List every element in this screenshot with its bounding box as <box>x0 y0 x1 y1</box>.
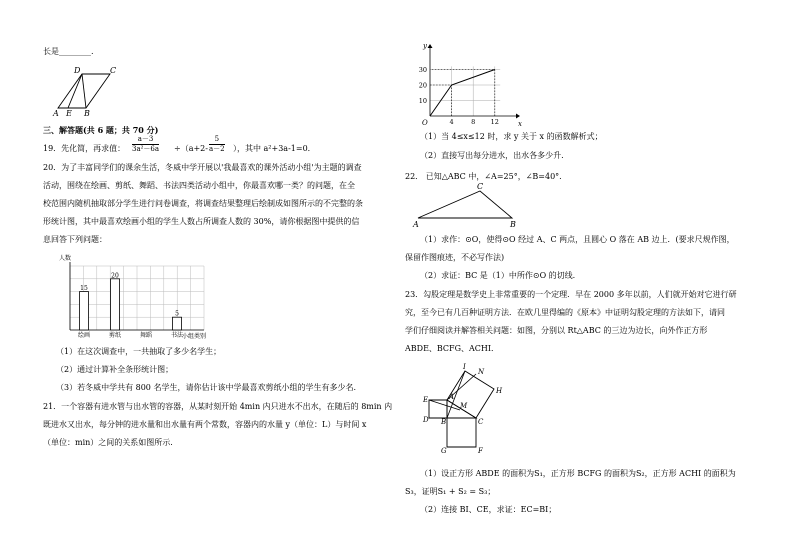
label-m: M <box>460 402 468 410</box>
q22-sub-1b: 保留作图痕迹，不必写作法) <box>405 253 505 262</box>
x-tick-label: 绘画 <box>77 332 91 339</box>
q22-sub-1a: （1）求作：⊙O，使得⊙O 经过 A、C 两点，且圆心 O 落在 AB 边上．(要求尺规作图， <box>420 235 735 244</box>
y-tick-label: 20 <box>418 81 427 90</box>
y-tick-label: 10 <box>418 97 427 105</box>
square-bcfg <box>447 418 476 447</box>
chart-x-label: 小组类别 <box>182 333 207 340</box>
q21-line-2: 既进水又出水，每分钟的进水量和出水量有两个常数，容器内的水量 y（单位：L）与时间 x <box>43 420 367 429</box>
intro-tail: 长是________. <box>43 47 94 56</box>
q22-lead: 22． 已知△ABC 中，∠A=25°，∠B=40°. <box>405 172 562 181</box>
q20-line-5: 息回答下列问题： <box>43 235 107 244</box>
x-tick-label: 4 <box>449 118 454 126</box>
x-tick-label: 12 <box>490 118 499 126</box>
bar-data-label: 15 <box>80 285 88 293</box>
q23-sub-1a: （1）设正方形 ABDE 的面积为S₁，正方形 BCFG 的面积为S₂，正方形 ACHI 的面积为 <box>420 469 736 478</box>
q21-sub-2: （2）直接写出每分进水，出水各多少升. <box>420 151 564 160</box>
label-b: B <box>510 220 516 229</box>
x-tick-label: 8 <box>471 118 476 126</box>
q19-f1-num: a－3 <box>132 136 159 145</box>
q20-line-4: 形统计图，其中最喜欢绘画小组的学生人数占所调查人数的 30%，请你根据图中提供的信 <box>43 217 360 226</box>
q21-sub-1: （1）当 4≤x≤12 时，求 y 关于 x 的函数解析式； <box>420 132 603 141</box>
graph-x-label: x <box>518 120 522 128</box>
label-c: C <box>478 418 484 426</box>
label-b: B <box>84 109 90 118</box>
triangle-abc <box>418 191 512 218</box>
bar-4 <box>173 317 182 330</box>
q21-line-3: （单位：min）之间的关系如图所示. <box>43 438 173 447</box>
q20-line-2: 活动，围绕在绘画、剪纸、舞蹈、书法四类活动小组中，你最喜欢哪一类？的问题，在全 <box>43 181 355 190</box>
q19-f2-num: 5 <box>209 136 225 145</box>
bar-1 <box>80 292 89 330</box>
label-d: D <box>423 416 429 424</box>
q20-line-3: 校范围内随机抽取部分学生进行问卷调查，将调查结果整理后绘制成如图所示的不完整的条 <box>43 199 363 208</box>
label-b: B <box>441 418 447 426</box>
q20-sub-3: （3）若冬威中学共有 800 名学生，请你估计该中学最喜欢剪纸小组的学生有多少名. <box>56 383 356 392</box>
q23-line-4: ABDE、BCFG、ACHI． <box>405 344 500 353</box>
label-a: A <box>53 109 59 118</box>
q19-fraction-2 <box>209 136 225 153</box>
x-tick-label: 书法 <box>170 332 184 339</box>
q19-f2-den: a－2 <box>209 145 225 153</box>
triangle-abc-figure <box>410 182 522 230</box>
label-f: F <box>478 447 483 455</box>
q19-lead: 19．先化简，再求值： <box>43 144 126 153</box>
q19-fraction-1 <box>132 136 159 153</box>
graph-x-arrow <box>516 114 520 119</box>
q23-sub-1b: S₃，证明S₁ + S₂ = S₃； <box>405 487 496 496</box>
graph-y-label: y <box>423 42 427 50</box>
label-g: G <box>441 447 447 455</box>
q20-line-1: 20．为了丰富同学们的课余生活，冬威中学开展以'我最喜欢的课外活动小组'为主题的调查 <box>43 163 362 172</box>
graph-origin: O <box>422 119 428 127</box>
x-tick-label: 舞蹈 <box>139 332 153 339</box>
label-h: H <box>496 387 503 395</box>
x-tick-label: 剪纸 <box>108 332 122 339</box>
q23-line-1: 23．勾股定理是数学史上非常重要的一个定理．早在 2000 多年以前，人们就开始对它进行研 <box>405 290 737 299</box>
label-d: D <box>74 66 81 75</box>
label-a: A <box>413 220 419 229</box>
q21-line-1: 21．一个容器有进水管与出水管的容器，从某时刻开始 4min 内只进水不出水，在随后的 8min 内 <box>43 402 393 411</box>
guide-dashed-12-30 <box>430 70 495 117</box>
label-e: E <box>66 109 72 118</box>
q20-sub-1: （1）在这次调查中，一共抽取了多少名学生； <box>56 347 222 356</box>
bar-data-label: 5 <box>175 310 179 318</box>
graph-y-arrow <box>428 44 433 48</box>
section3-title: 三、解答题(共 6 题；共 70 分) <box>43 125 159 135</box>
pythagoras-figure <box>414 360 514 460</box>
q22-sub-2: （2）求证：BC 是（1）中所作⊙O 的切线. <box>420 271 576 280</box>
label-a: A <box>449 393 455 401</box>
label-c: C <box>477 182 484 191</box>
diagonal-db <box>82 74 86 108</box>
label-e: E <box>423 396 429 404</box>
label-n: N <box>478 368 485 376</box>
q23-line-3: 学们仔细阅读并解答相关问题：如图，分别以 Rt△ABC 的三边为边长，向外作正方形 <box>405 326 708 335</box>
bar-data-label: 20 <box>111 272 119 280</box>
q19-tail: ），其中 a²+3a-1=0． <box>233 144 316 153</box>
q23-line-2: 究，至今已有几百种证明方法．在欧几里得编的《原本》中证明勾股定理的方法如下，请同 <box>405 308 725 317</box>
q20-sub-2: （2）通过计算补全条形统计图； <box>56 365 174 374</box>
water-volume-line <box>430 70 495 117</box>
label-c: C <box>110 66 117 75</box>
q19-f1-den: 3a²－6a <box>132 145 160 153</box>
q23-sub-2: （2）连接 BI、CE，求证：EC=BI； <box>420 505 557 514</box>
chart-y-label: 人数 <box>59 255 72 262</box>
label-i: I <box>463 363 466 371</box>
parallelogram-figure <box>50 64 120 116</box>
bar-2 <box>111 279 120 330</box>
water-volume-graph <box>412 40 522 126</box>
y-tick-label: 30 <box>418 66 427 74</box>
bar-chart <box>56 252 216 340</box>
q19-op: ÷（a+2- <box>174 144 208 153</box>
